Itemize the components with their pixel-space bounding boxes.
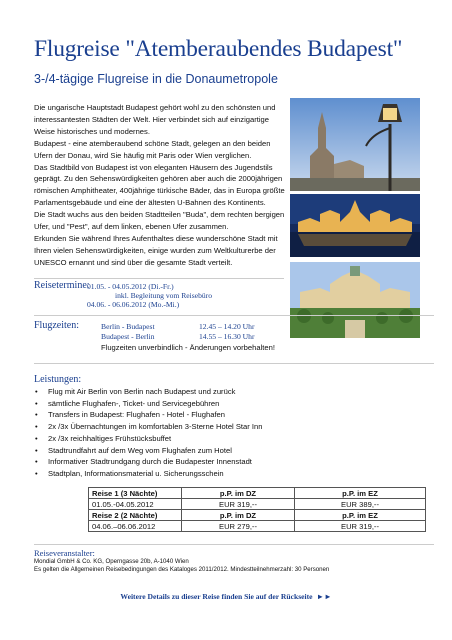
table-cell: EUR 389,-- bbox=[295, 499, 426, 510]
leistungen-label: Leistungen: bbox=[34, 374, 82, 385]
intro-line: Weise historisches und modernes. bbox=[34, 126, 150, 136]
intro-line: Erkunden Sie während Ihres Aufenthaltes diese wunderschöne Stadt mit bbox=[34, 233, 278, 243]
page-subtitle: 3-/4-tägige Flugreise in die Donaumetropole bbox=[34, 72, 278, 86]
table-cell: Reise 2 (2 Nächte) bbox=[89, 510, 182, 521]
divider-line bbox=[34, 278, 284, 279]
reisetermine-date-2: 04.06. - 06.06.2012 (Mo.-Mi.) bbox=[87, 300, 180, 309]
intro-text bbox=[34, 102, 284, 269]
intro-line: UNESCO ernannt und sind über die gesamte Stadt verteilt. bbox=[34, 257, 233, 267]
services-list bbox=[34, 386, 262, 480]
divider-line bbox=[34, 315, 434, 316]
operator-label: Reiseveranstalter: bbox=[34, 548, 95, 558]
table-cell: p.P. im EZ bbox=[295, 510, 426, 521]
flight-disclaimer: Flugzeiten unverbindlich - Änderungen vorbehalten! bbox=[101, 343, 275, 352]
reisetermine-note: inkl. Begleitung vom Reisebüro bbox=[115, 291, 213, 300]
intro-line: geprägt. Zu den Sehenswürdigkeiten gehören aber auch die 2000jährigen bbox=[34, 174, 283, 184]
intro-line: Ufern der Donau, wird Sie häufig mit Paris oder Wien verglichen. bbox=[34, 150, 252, 160]
footer-link[interactable] bbox=[0, 592, 452, 601]
table-cell: p.P. im EZ bbox=[295, 488, 426, 499]
table-cell: p.P. im DZ bbox=[182, 510, 295, 521]
photo-parliament-night bbox=[290, 194, 420, 257]
double-arrow-right-icon: ►► bbox=[316, 592, 332, 601]
photo-church-lamp bbox=[290, 98, 420, 191]
divider-line bbox=[34, 363, 434, 364]
intro-line: Ufer, und "Pest", auf dem linken, ebenen Ufer zusammen. bbox=[34, 222, 229, 232]
intro-line: Die ungarische Hauptstadt Budapest gehört wohl zu den schönsten und bbox=[34, 103, 276, 112]
list-item: • Flug mit Air Berlin von Berlin nach Budapest und zurück bbox=[34, 386, 262, 398]
operator-conditions: Es gelten die Allgemeinen Reisebedingungen des Kataloges 2011/2012. Mindestteilnehmerzahl: 30 Personen bbox=[34, 566, 330, 573]
list-item: • Stadtrundfahrt auf dem Weg vom Flughafen zum Hotel bbox=[34, 445, 262, 457]
flugzeiten-label: Flugzeiten: bbox=[34, 320, 79, 331]
table-row bbox=[89, 521, 426, 532]
table-row bbox=[89, 499, 426, 510]
table-row bbox=[89, 488, 426, 499]
intro-line: römischen Amphitheater, 400jährige türkische Bäder, das in Europa größte bbox=[34, 186, 285, 196]
flight-time-2: 14.55 – 16.30 Uhr bbox=[199, 332, 255, 341]
table-cell: EUR 279,-- bbox=[182, 521, 295, 532]
list-item: • 2x /3x Übernachtungen im komfortablen 3-Sterne Hotel Star Inn bbox=[34, 421, 262, 433]
list-item: • sämtliche Flughafen-, Ticket- und Servicegebühren bbox=[34, 398, 262, 410]
table-cell: 04.06.–06.06.2012 bbox=[89, 521, 182, 532]
intro-line: Ihren vielen Sehenswürdigkeiten, einige wurden zum Weltkulturerbe der bbox=[34, 245, 276, 255]
intro-line: Budapest - eine atemberaubend schöne Stadt, gelegen an den beiden bbox=[34, 138, 271, 148]
flight-route-1: Berlin - Budapest bbox=[101, 322, 155, 331]
intro-line: Das Stadtbild von Budapest ist von eleganten Häusern des Jugendstils bbox=[34, 162, 273, 172]
divider-line bbox=[34, 544, 434, 545]
reisetermine-date-1: 01.05. - 04.05.2012 (Di.-Fr.) bbox=[87, 282, 174, 291]
list-item: • Transfers in Budapest: Flughafen - Hotel - Flughafen bbox=[34, 409, 262, 421]
flight-route-2: Budapest - Berlin bbox=[101, 332, 155, 341]
photo-baths-garden bbox=[290, 262, 420, 338]
page-title: Flugreise "Atemberaubendes Budapest" bbox=[34, 36, 403, 62]
table-row bbox=[89, 510, 426, 521]
intro-line: Parlamentsgebäude und eine der ältesten U-Bahnen des Kontinents. bbox=[34, 198, 266, 208]
list-item: • Stadtplan, Informationsmaterial u. Sicherungsschein bbox=[34, 468, 262, 480]
table-cell: EUR 319,-- bbox=[295, 521, 426, 532]
reisetermine-label: Reisetermine: bbox=[34, 280, 90, 291]
footer-text: Weitere Details zu dieser Reise finden Sie auf der Rückseite bbox=[120, 592, 313, 601]
list-item: • 2x /3x reichhaltiges Frühstücksbuffet bbox=[34, 433, 262, 445]
table-cell: Reise 1 (3 Nächte) bbox=[89, 488, 182, 499]
operator-address: Mondial GmbH & Co. KG, Operngasse 20b, A-1040 Wien bbox=[34, 558, 189, 565]
table-cell: EUR 319,-- bbox=[182, 499, 295, 510]
intro-line: Die Stadt wuchs aus den beiden Stadtteilen "Buda", dem rechten bergigen bbox=[34, 210, 285, 220]
table-cell: p.P. im DZ bbox=[182, 488, 295, 499]
intro-line: interessantesten Städten der Welt. Hier verbindet sich auf einzigartige bbox=[34, 114, 269, 124]
table-cell: 01.05.-04.05.2012 bbox=[89, 499, 182, 510]
list-item: • Informativer Stadtrundgang durch die Budapester Innenstadt bbox=[34, 456, 262, 468]
flight-time-1: 12.45 – 14.20 Uhr bbox=[199, 322, 255, 331]
price-table bbox=[88, 487, 426, 532]
